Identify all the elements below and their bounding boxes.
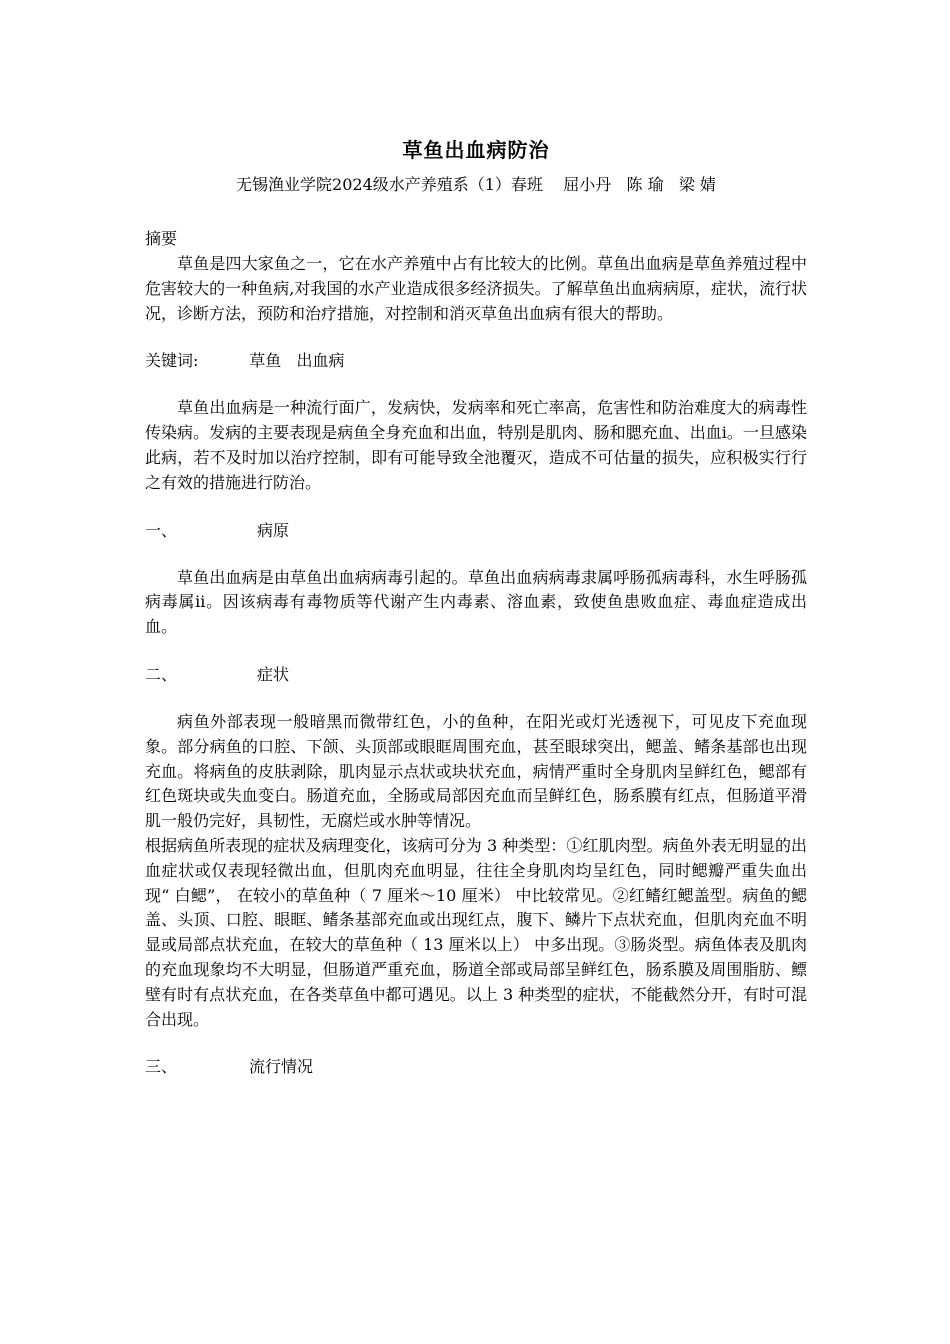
section-number: 三、 (145, 1057, 178, 1077)
keywords-value: 草鱼 出血病 (249, 351, 345, 371)
abstract-text: 草鱼是四大家鱼之一，它在水产养殖中占有比较大的比例。草鱼出血病是草鱼养殖过程中危害较大的一种鱼病,对我国的水产业造成很多经济损失。了解草鱼出血病病原，症状，流行状况，诊断方法，预防和治疗措施，对控制和消灭草鱼出血病有很大的帮助。 (145, 254, 807, 323)
section-heading-symptoms (145, 662, 807, 688)
document-title: 草鱼出血病防治 (402, 138, 550, 162)
document-page (145, 134, 807, 1102)
section-title: 流行情况 (249, 1057, 314, 1077)
section-heading-pathogen (145, 518, 807, 544)
section-paragraph: 根据病鱼所表现的症状及病理变化，该病可分为 3 种类型：①红肌肉型。病鱼外表无明显的出血症状或仅表现轻微出血，但肌肉充血明显，往往全身肌肉均呈红色，同时鳃瓣严重失血出现“ 白鳃”， 在较小的草鱼种（ 7 厘米～10 厘米） 中比较常见。②红鳍红鳃盖型。病鱼的鳃盖、头顶、口腔、眼眶、鳍条基部充血或出现红点，腹下、鳞片下点状充血，但肌肉充血不明显或局部点状充血，在较大的草鱼种（ 13 厘米以上） 中多出现。③肠炎型。病鱼体表及肌肉的充血现象均不大明显，但肠道严重充血，肠道全部或局部呈鲜红色，肠系膜及周围脂肪、鳔壁有时有点状充血，在各类草鱼中都可遇见。以上 3 种类型的症状，不能截然分开，有时可混合出现。 (145, 835, 807, 1029)
abstract-label: 摘要 (145, 229, 178, 248)
section-paragraph: 病鱼外部表现一般暗黑而微带红色，小的鱼种，在阳光或灯光透视下，可见皮下充血现象。部分病鱼的口腔、下颌、头顶部或眼眶周围充血，甚至眼球突出，鳃盖、鳍条基部也出现充血。将病鱼的皮肤剥除，肌肉显示点状或块状充血，病情严重时全身肌肉呈鲜红色，鳃部有红色斑块或失血变白。肠道充血，全肠或局部因充血而呈鲜红色，肠系膜有红点，但肠道平滑肌一般仍完好，具韧性，无腐烂或水肿等情况。 (145, 711, 807, 831)
keywords-line (145, 348, 807, 374)
section-number: 二、 (145, 664, 178, 684)
intro-paragraph: 草鱼出血病是一种流行面广，发病快，发病率和死亡率高，危害性和防治难度大的病毒性传染病。发病的主要表现是病鱼全身充血和出血，特别是肌肉、肠和腮充血、出血i。一旦感染此病，若不及时加以治疗控制，即有可能导致全池覆灭，造成不可估量的损失，应积极实行行之有效的措施进行防治。 (145, 398, 807, 492)
keywords-label: 关键词: (145, 351, 199, 371)
section-number: 一、 (145, 520, 178, 540)
section-heading-epidemiology (145, 1054, 807, 1080)
section-title: 病原 (257, 520, 290, 540)
section-title: 症状 (257, 664, 290, 684)
section-paragraph: 草鱼出血病是由草鱼出血病病毒引起的。草鱼出血病病毒隶属呼肠孤病毒科，水生呼肠孤病毒属ii。因该病毒有毒物质等代谢产生内毒素、溶血素，致使鱼患败血症、毒血症造成出血。 (145, 567, 807, 637)
author-line: 无锡渔业学院2024级水产养殖系（1）春班 屈小丹 陈 瑜 梁 婧 (236, 175, 716, 194)
